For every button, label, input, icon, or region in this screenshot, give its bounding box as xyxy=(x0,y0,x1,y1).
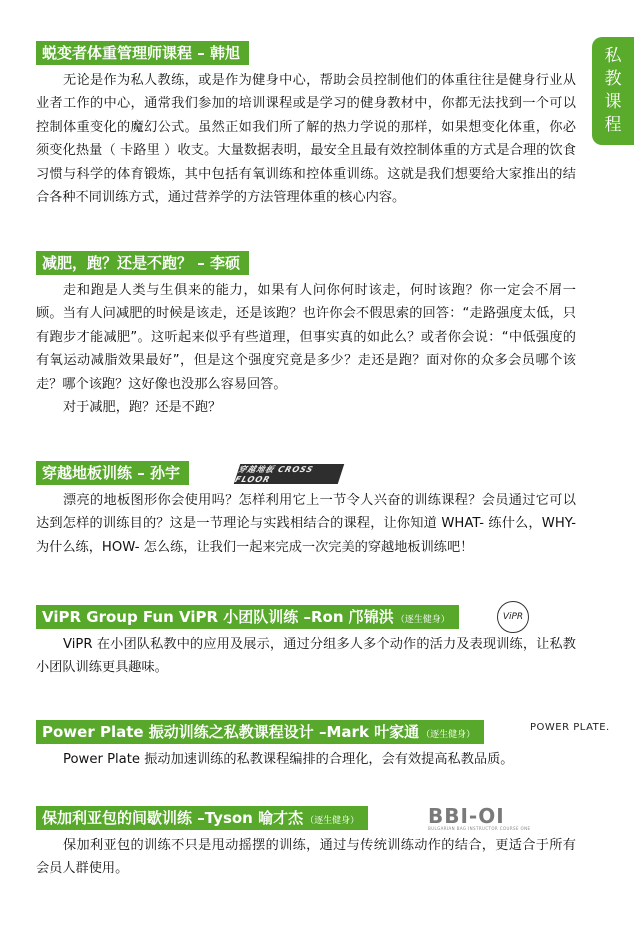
section-title: ViPR Group Fun ViPR 小团队训练 –Ron 邝锦洪 xyxy=(42,608,394,626)
section-title: 蜕变者体重管理师课程 – 韩旭 xyxy=(42,44,240,62)
side-tab-char: 课 xyxy=(604,92,622,112)
section-header xyxy=(36,461,189,485)
section-paragraph: ViPR 在小团队私教中的应用及展示，通过分组多人多个动作的活力及表现训练，让私教小团队训练更具趣味。 xyxy=(36,637,576,676)
side-tab-char: 私 xyxy=(604,46,622,66)
section-title: 减肥，跑？还是不跑？ – 李硕 xyxy=(42,254,240,272)
side-tab-private-courses xyxy=(592,37,634,145)
section-title-suffix: （逐生健身） xyxy=(305,816,360,826)
section-run-or-not xyxy=(36,251,576,419)
section-header xyxy=(36,41,249,65)
section-title: Power Plate 振动训练之私教课程设计 –Mark 叶家通 xyxy=(42,723,420,741)
section-header xyxy=(36,605,459,629)
section-header xyxy=(36,251,249,275)
section-header xyxy=(36,720,484,744)
section-paragraph: 漂亮的地板图形你会使用吗？怎样利用它上一节令人兴奋的训练课程？会员通过它可以达到怎样的训练目的？这是一节理论与实践相结合的课程，让你知道 WHAT- 练什么，WHY- 为什么练，HOW- 怎么练，让我们一起来完成一次完美的穿越地板训练吧！ xyxy=(36,493,576,555)
section-vipr xyxy=(36,605,576,680)
section-paragraph: 对于减肥，跑？还是不跑？ xyxy=(63,400,222,416)
section-title: 保加利亚包的间歇训练 –Tyson 喻才杰 xyxy=(42,809,304,827)
section-power-plate xyxy=(36,720,576,771)
section-paragraph: 保加利亚包的训练不只是甩动摇摆的训练，通过与传统训练动作的结合，更适合于所有会员人群使用。 xyxy=(36,838,576,877)
section-header xyxy=(36,806,368,830)
side-tab-char: 程 xyxy=(604,115,622,135)
section-title-suffix: （逐生健身） xyxy=(395,615,450,625)
section-paragraph: 走和跑是人类与生俱来的能力，如果有人问你何时该走，何时该跑？你一定会不屑一顾。当有人问减肥的时候是该走，还是该跑？也许你会不假思索的回答：“走路强度太低，只有跑步才能减肥”。这听起来似乎有些道理，但事实真的如此么？或者你会说：“中低强度的有氧运动减脂效果最好”，但是这个强度究竟是多少？走还是跑？面对你的众多会员哪个该走？哪个该跑？这好像也没那么容易回答。 xyxy=(36,283,576,392)
section-paragraph: 无论是作为私人教练，或是作为健身中心，帮助会员控制他们的体重往往是健身行业从业者工作的中心，通常我们参加的培训课程或是学习的健身教材中，你都无法找到一个可以控制体重变化的魔幻公式。虽然正如我们所了解的热力学说的那样，如果想变化体重，你必须变化热量（ 卡路里 ）收支。大量数据表明，最安全且最有效控制体重的方式是合理的饮食习惯与科学的体育锻炼，其中包括有氧训练和控体重训练。这就是我们想要给大家推出的结合各种不同训练方式，通过营养学的方法管理体重的核心内容。 xyxy=(36,73,576,206)
section-paragraph: Power Plate 振动加速训练的私教课程编排的合理化，会有效提高私教品质。 xyxy=(63,752,514,767)
power-plate-logo: POWER PLATE. xyxy=(530,722,610,733)
section-weight-management xyxy=(36,41,576,209)
bbi-logo-subtext: BULGARIAN BAG INSTRUCTOR COURSE ONE xyxy=(428,826,531,831)
vipr-logo: ViPR xyxy=(497,601,529,633)
side-tab-char: 教 xyxy=(604,69,622,89)
cross-floor-logo: 穿越地板 CROSS FLOOR xyxy=(234,464,344,484)
section-title: 穿越地板训练 – 孙宇 xyxy=(42,464,180,482)
bbi-logo-text: BBI-OI xyxy=(428,804,505,828)
section-title-suffix: （逐生健身） xyxy=(421,730,476,740)
bbi-logo xyxy=(428,806,552,830)
